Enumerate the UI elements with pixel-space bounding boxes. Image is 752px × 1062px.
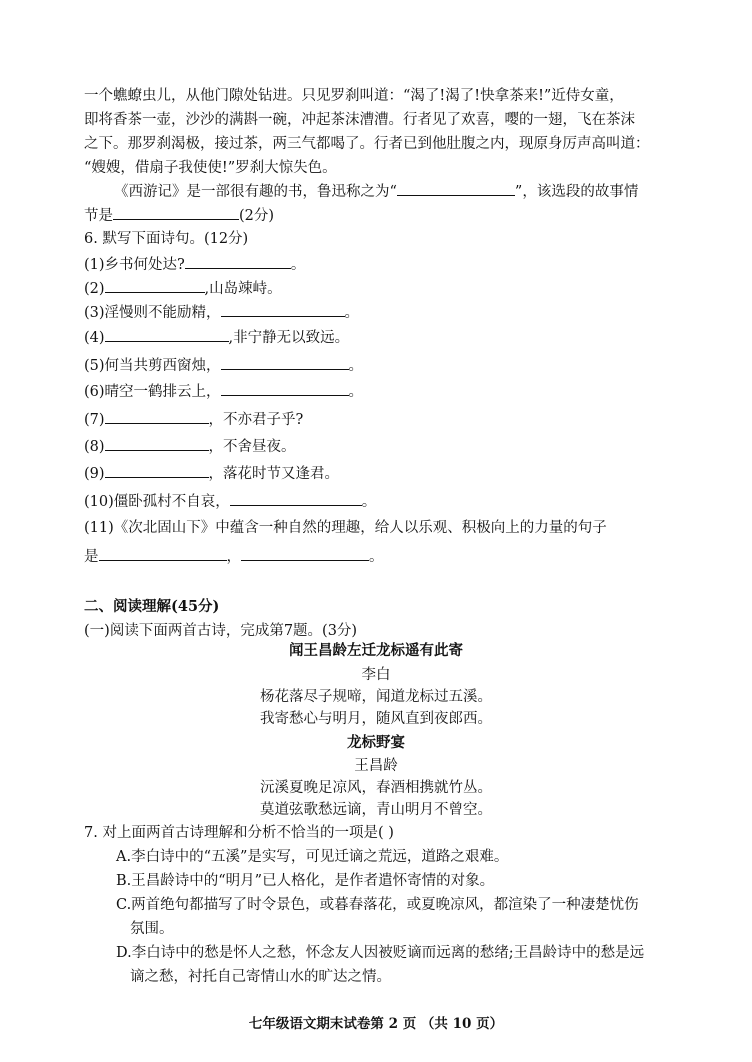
poem-line: 我寄愁心与明月，随风直到夜郎西。 [260, 711, 492, 727]
story-passage [84, 84, 684, 180]
section-subheading: (一)阅读下面两首古诗，完成第7题。(3分) [84, 623, 358, 639]
answer-blank[interactable] [105, 326, 229, 342]
poem-line: 沅溪夏晚足凉风，春酒相携就竹丛。 [260, 780, 492, 796]
answer-blank[interactable] [221, 380, 349, 396]
q6-item: (4) ,非宁静无以致远。 [84, 326, 682, 349]
poem-author: 李白 [361, 667, 391, 683]
story-line: 之下。那罗刹渴极，接过茶，两三气都喝了。行者已到他肚腹之内，现原身厉声高叫道： [84, 136, 650, 152]
answer-blank[interactable] [105, 435, 209, 451]
q6-item: (2) ,山岛竦峙。 [84, 277, 682, 300]
answer-blank[interactable] [230, 490, 362, 506]
poem-line: 杨花落尽子规啼，闻道龙标过五溪。 [260, 689, 492, 705]
story-line: “嫂嫂，借扇子我使使!”罗刹大惊失色。 [84, 160, 337, 176]
q6-item: (8) ，不舍昼夜。 [84, 435, 682, 458]
answer-blank[interactable] [221, 354, 349, 370]
poem-title: 闻王昌龄左迁龙标遥有此寄 [289, 642, 463, 659]
poem-title: 龙标野宴 [347, 734, 405, 751]
q6-title: 6. 默写下面诗句。(12分) [84, 231, 249, 247]
poem-line: 莫道弦歌愁远谪，青山明月不曾空。 [260, 802, 492, 818]
answer-blank[interactable] [113, 204, 239, 220]
q6-item: (6)晴空一鹤排云上， 。 [84, 380, 682, 403]
answer-blank[interactable] [241, 545, 369, 561]
q6-item11-line1: (11)《次北固山下》中蕴含一种自然的理趣，给人以乐观、积极向上的力量的句子 [84, 520, 607, 536]
page-footer: 七年级语文期末试卷第 2 页 （共 10 页） [248, 1016, 504, 1032]
section-heading: 二、阅读理解(45分) [84, 598, 220, 615]
q6-item: (7) ，不亦君子乎? [84, 408, 682, 431]
answer-blank[interactable] [99, 545, 227, 561]
story-line: 一个蟭蟟虫儿，从他门隙处钻进。只见罗刹叫道：“渴了!渴了!快拿茶来!”近侍女童， [84, 88, 624, 104]
q7-option-b[interactable]: B.王昌龄诗中的“明月”已人格化，是作者遣怀寄情的对象。 [116, 873, 495, 889]
q7-option-a[interactable]: A.李白诗中的“五溪”是实写，可见迁谪之荒远，道路之艰难。 [116, 849, 509, 865]
q6-item11-line2: 是 ， 。 [84, 545, 682, 568]
q6-item: (5)何当共剪西窗烛， 。 [84, 354, 682, 377]
q6-item: (1)乡书何处达? 。 [84, 253, 682, 276]
answer-blank[interactable] [397, 180, 515, 196]
q5-line2: 节是 (2分) [84, 204, 682, 227]
answer-blank[interactable] [105, 408, 209, 424]
q7-option-d[interactable]: D.李白诗中的愁是怀人之愁，怀念友人因被贬谪而远离的愁绪;王昌龄诗中的愁是远 谪之愁，衬托自己寄情山水的旷达之情。 [116, 945, 645, 985]
answer-blank[interactable] [185, 253, 291, 269]
answer-blank[interactable] [105, 277, 205, 293]
q6-item: (10)僵卧孤村不自哀， 。 [84, 490, 682, 513]
q7-stem: 7. 对上面两首古诗理解和分析不恰当的一项是( ) [84, 825, 394, 841]
story-line: 即将香茶一壶，沙沙的满斟一碗，冲起茶沫漕漕。行者见了欢喜，嘤的一翅，飞在茶沫 [84, 112, 635, 128]
answer-blank[interactable] [221, 301, 345, 317]
q7-option-c[interactable]: C.两首绝句都描写了时令景色，或暮春落花，或夏晚凉风，都渲染了一种凄楚忧伤 氛围。 [116, 897, 639, 937]
answer-blank[interactable] [105, 462, 209, 478]
poem-author: 王昌龄 [354, 758, 398, 774]
q6-item: (3)淫慢则不能励精， 。 [84, 301, 682, 324]
q5-line1: 《西游记》是一部很有趣的书，鲁迅称之为“ ”，该选段的故事情 [114, 180, 682, 203]
q6-item: (9) ，落花时节又逢君。 [84, 462, 682, 485]
